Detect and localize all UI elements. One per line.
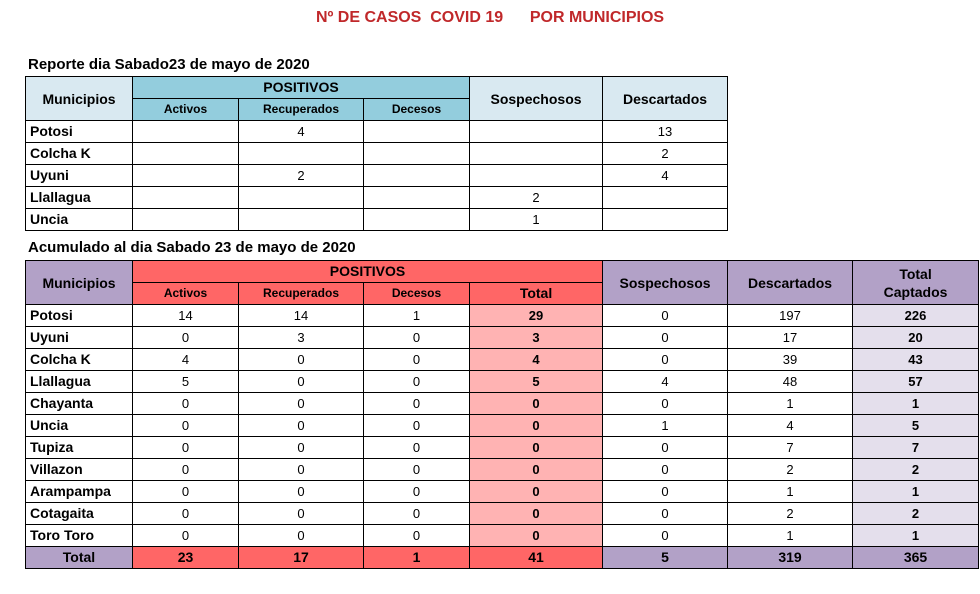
- descartados-cell: 2: [603, 143, 728, 165]
- table-row: [26, 371, 979, 393]
- page-title: Nº DE CASOS COVID 19 POR MUNICIPIOS: [315, 9, 665, 26]
- activos-cell: 0: [133, 437, 239, 459]
- header-activos: Activos: [133, 99, 239, 121]
- table-row: [26, 437, 979, 459]
- header-descartados: Descartados: [603, 77, 728, 121]
- table-row: [26, 121, 728, 143]
- table-row: [26, 327, 979, 349]
- recuperados-cell: 0: [239, 459, 364, 481]
- totals-descartados: 319: [728, 547, 853, 569]
- header-municipios: Municipios: [26, 261, 133, 305]
- table-row: [26, 143, 728, 165]
- header-captados-line2: Captados: [883, 283, 948, 300]
- totals-sospechosos: 5: [603, 547, 728, 569]
- header-sospechosos: Sospechosos: [603, 261, 728, 305]
- activos-cell: [133, 165, 239, 187]
- municipio-cell: Uncia: [26, 415, 133, 437]
- sospechosos-cell: 0: [603, 525, 728, 547]
- sospechosos-cell: 0: [603, 393, 728, 415]
- activos-cell: [133, 143, 239, 165]
- header-decesos: Decesos: [364, 283, 470, 305]
- captados-cell: 43: [853, 349, 979, 371]
- total-cell: 0: [470, 503, 603, 525]
- header-sospechosos: Sospechosos: [470, 77, 603, 121]
- totals-decesos: 1: [364, 547, 470, 569]
- header-municipios: Municipios: [26, 77, 133, 121]
- descartados-cell: [603, 187, 728, 209]
- decesos-cell: 0: [364, 525, 470, 547]
- total-cell: 5: [470, 371, 603, 393]
- decesos-cell: 0: [364, 349, 470, 371]
- municipio-cell: Arampampa: [26, 481, 133, 503]
- descartados-cell: 48: [728, 371, 853, 393]
- descartados-cell: 13: [603, 121, 728, 143]
- recuperados-cell: 0: [239, 415, 364, 437]
- descartados-cell: 4: [603, 165, 728, 187]
- captados-cell: 1: [853, 481, 979, 503]
- municipio-cell: Colcha K: [26, 349, 133, 371]
- captados-cell: 5: [853, 415, 979, 437]
- table-row: [26, 209, 728, 231]
- sospechosos-cell: 0: [603, 437, 728, 459]
- municipio-cell: Chayanta: [26, 393, 133, 415]
- daily-report-table: [25, 76, 728, 231]
- recuperados-cell: 0: [239, 503, 364, 525]
- recuperados-cell: [239, 187, 364, 209]
- captados-cell: 2: [853, 503, 979, 525]
- header-descartados: Descartados: [728, 261, 853, 305]
- header-decesos: Decesos: [364, 99, 470, 121]
- recuperados-cell: 3: [239, 327, 364, 349]
- header-captados-line1: Total: [899, 265, 932, 282]
- sospechosos-cell: [470, 121, 603, 143]
- recuperados-cell: [239, 143, 364, 165]
- activos-cell: [133, 209, 239, 231]
- descartados-cell: 39: [728, 349, 853, 371]
- total-cell: 0: [470, 459, 603, 481]
- recuperados-cell: 0: [239, 349, 364, 371]
- sospechosos-cell: 1: [603, 415, 728, 437]
- total-cell: 0: [470, 393, 603, 415]
- sospechosos-cell: 0: [603, 305, 728, 327]
- sospechosos-cell: [470, 165, 603, 187]
- table-row: [26, 393, 979, 415]
- activos-cell: 0: [133, 525, 239, 547]
- descartados-cell: 2: [728, 459, 853, 481]
- activos-cell: [133, 121, 239, 143]
- decesos-cell: [364, 143, 470, 165]
- table-row: [26, 305, 979, 327]
- recuperados-cell: 4: [239, 121, 364, 143]
- municipio-cell: Villazon: [26, 459, 133, 481]
- recuperados-cell: 0: [239, 525, 364, 547]
- descartados-cell: 17: [728, 327, 853, 349]
- captados-cell: 1: [853, 525, 979, 547]
- header-activos: Activos: [133, 283, 239, 305]
- decesos-cell: 0: [364, 393, 470, 415]
- totals-row: [26, 547, 979, 569]
- header-total-captados: [853, 261, 979, 305]
- decesos-cell: [364, 165, 470, 187]
- decesos-cell: 0: [364, 371, 470, 393]
- sospechosos-cell: 0: [603, 349, 728, 371]
- total-cell: 0: [470, 415, 603, 437]
- activos-cell: 0: [133, 459, 239, 481]
- table-row: [26, 415, 979, 437]
- table-row: [26, 187, 728, 209]
- captados-cell: 2: [853, 459, 979, 481]
- captados-cell: 1: [853, 393, 979, 415]
- captados-cell: 20: [853, 327, 979, 349]
- decesos-cell: [364, 121, 470, 143]
- sospechosos-cell: [470, 143, 603, 165]
- captados-cell: 226: [853, 305, 979, 327]
- sospechosos-cell: 1: [470, 209, 603, 231]
- total-cell: 4: [470, 349, 603, 371]
- decesos-cell: 0: [364, 459, 470, 481]
- recuperados-cell: [239, 209, 364, 231]
- recuperados-cell: 0: [239, 371, 364, 393]
- table-row: [26, 459, 979, 481]
- captados-cell: 7: [853, 437, 979, 459]
- totals-label: Total: [26, 547, 133, 569]
- municipio-cell: Potosi: [26, 305, 133, 327]
- descartados-cell: 1: [728, 393, 853, 415]
- recuperados-cell: 0: [239, 437, 364, 459]
- table-row: [26, 165, 728, 187]
- municipio-cell: Llallagua: [26, 371, 133, 393]
- municipio-cell: Tupiza: [26, 437, 133, 459]
- activos-cell: 4: [133, 349, 239, 371]
- accumulated-subtitle: Acumulado al dia Sabado 23 de mayo de 2020: [28, 239, 356, 256]
- municipio-cell: Uncia: [26, 209, 133, 231]
- decesos-cell: 0: [364, 327, 470, 349]
- header-positivos: POSITIVOS: [133, 77, 470, 99]
- header-recuperados: Recuperados: [239, 99, 364, 121]
- activos-cell: 0: [133, 503, 239, 525]
- total-cell: 3: [470, 327, 603, 349]
- totals-captados: 365: [853, 547, 979, 569]
- sospechosos-cell: 0: [603, 459, 728, 481]
- header-total: Total: [470, 283, 603, 305]
- captados-cell: 57: [853, 371, 979, 393]
- descartados-cell: 1: [728, 525, 853, 547]
- activos-cell: 14: [133, 305, 239, 327]
- totals-total: 41: [470, 547, 603, 569]
- descartados-cell: 2: [728, 503, 853, 525]
- decesos-cell: 0: [364, 481, 470, 503]
- table-row: [26, 525, 979, 547]
- descartados-cell: [603, 209, 728, 231]
- total-cell: 0: [470, 525, 603, 547]
- municipio-cell: Potosi: [26, 121, 133, 143]
- sospechosos-cell: 2: [470, 187, 603, 209]
- municipio-cell: Colcha K: [26, 143, 133, 165]
- decesos-cell: [364, 209, 470, 231]
- descartados-cell: 4: [728, 415, 853, 437]
- sospechosos-cell: 0: [603, 503, 728, 525]
- recuperados-cell: 14: [239, 305, 364, 327]
- descartados-cell: 1: [728, 481, 853, 503]
- activos-cell: 0: [133, 393, 239, 415]
- recuperados-cell: 2: [239, 165, 364, 187]
- total-cell: 29: [470, 305, 603, 327]
- decesos-cell: 0: [364, 437, 470, 459]
- municipio-cell: Cotagaita: [26, 503, 133, 525]
- recuperados-cell: 0: [239, 393, 364, 415]
- recuperados-cell: 0: [239, 481, 364, 503]
- header-positivos: POSITIVOS: [133, 261, 603, 283]
- total-cell: 0: [470, 481, 603, 503]
- totals-activos: 23: [133, 547, 239, 569]
- header-recuperados: Recuperados: [239, 283, 364, 305]
- municipio-cell: Uyuni: [26, 165, 133, 187]
- municipio-cell: Llallagua: [26, 187, 133, 209]
- table-row: [26, 481, 979, 503]
- activos-cell: [133, 187, 239, 209]
- municipio-cell: Toro Toro: [26, 525, 133, 547]
- decesos-cell: 0: [364, 503, 470, 525]
- report-subtitle: Reporte dia Sabado23 de mayo de 2020: [28, 56, 310, 73]
- activos-cell: 0: [133, 415, 239, 437]
- accumulated-table: [25, 260, 979, 569]
- sospechosos-cell: 0: [603, 481, 728, 503]
- activos-cell: 0: [133, 327, 239, 349]
- descartados-cell: 7: [728, 437, 853, 459]
- activos-cell: 0: [133, 481, 239, 503]
- decesos-cell: [364, 187, 470, 209]
- table-row: [26, 349, 979, 371]
- sospechosos-cell: 0: [603, 327, 728, 349]
- totals-recuperados: 17: [239, 547, 364, 569]
- table-row: [26, 503, 979, 525]
- total-cell: 0: [470, 437, 603, 459]
- decesos-cell: 0: [364, 415, 470, 437]
- decesos-cell: 1: [364, 305, 470, 327]
- sospechosos-cell: 4: [603, 371, 728, 393]
- activos-cell: 5: [133, 371, 239, 393]
- descartados-cell: 197: [728, 305, 853, 327]
- municipio-cell: Uyuni: [26, 327, 133, 349]
